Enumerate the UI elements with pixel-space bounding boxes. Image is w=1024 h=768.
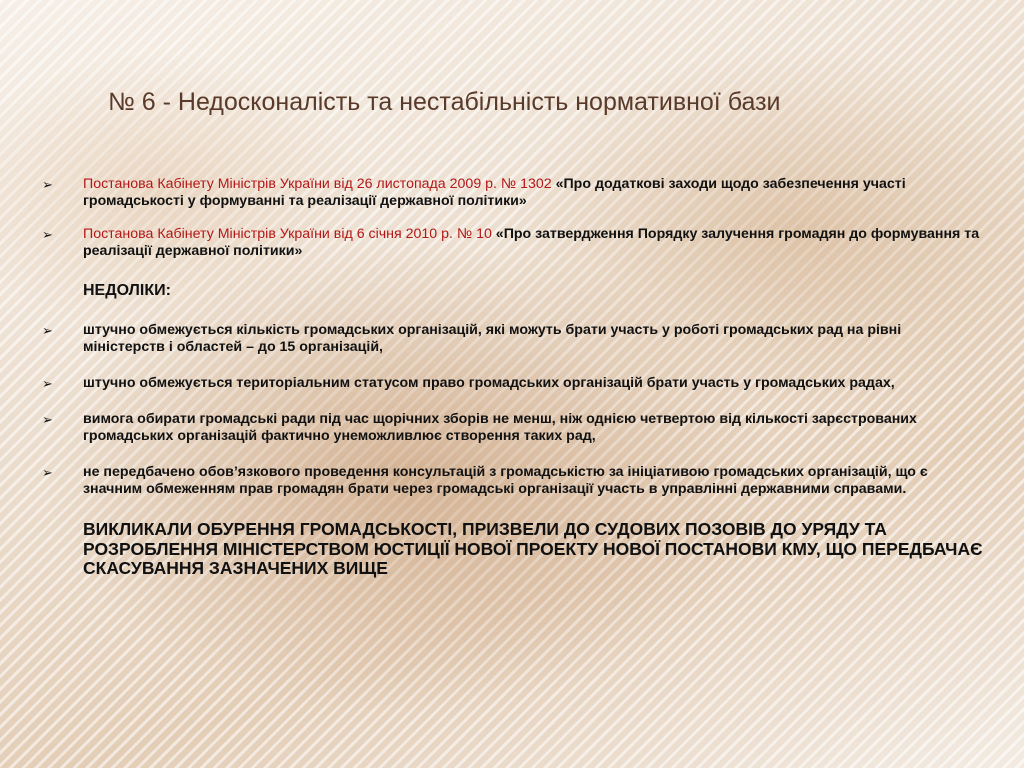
resolution-item-1302 xyxy=(40,176,980,210)
resolution-description: «Про додаткові заходи щодо забезпечення участі громадськості у формуванні та реалізації державної політики» xyxy=(83,176,906,209)
arrow-bullet-icon: ➢ xyxy=(42,412,53,427)
arrow-bullet-icon: ➢ xyxy=(42,227,53,242)
shortcoming-text: не передбачено обов’язкового проведення консультацій з громадськістю за ініціативою громадських організацій, що є значним обмеженням прав громадян брати через громадські організації участь в управлінні державними справами. xyxy=(83,464,928,497)
arrow-bullet-icon: ➢ xyxy=(42,465,53,480)
arrow-bullet-icon: ➢ xyxy=(42,376,53,391)
resolution-reference: Постанова Кабінету Міністрів України від 6 січня 2010 р. № 10 xyxy=(83,226,492,242)
shortcoming-item xyxy=(40,411,980,445)
slide-content xyxy=(40,176,983,579)
conclusion-text: ВИКЛИКАЛИ ОБУРЕННЯ ГРОМАДСЬКОСТІ, ПРИЗВЕЛИ ДО СУДОВИХ ПОЗОВІВ ДО УРЯДУ ТА РОЗРОБЛЕННЯ МІНІСТЕРСТВОМ ЮСТИЦІЇ НОВОЇ ПРОЕКТУ НОВОЇ ПОСТАНОВИ КМУ, ЩО ПЕРЕДБАЧАЄ СКАСУВАННЯ ЗАЗНАЧЕНИХ ВИЩЕ xyxy=(83,519,983,578)
shortcoming-text: штучно обмежується кількість громадських організацій, які можуть брати участь у роботі громадських рад на рівні міністерств і областей – до 15 організацій, xyxy=(83,322,902,355)
shortcoming-item xyxy=(40,322,980,356)
resolution-description: «Про затвердження Порядку залучення громадян до формування та реалізації державної політики» xyxy=(83,226,980,259)
resolution-reference: Постанова Кабінету Міністрів України від 26 листопада 2009 р. № 1302 xyxy=(83,176,552,192)
arrow-bullet-icon: ➢ xyxy=(42,177,53,192)
shortcoming-text: штучно обмежується територіальним статусом право громадських організацій брати участь у громадських радах, xyxy=(83,375,895,391)
shortcoming-item xyxy=(40,464,980,498)
arrow-bullet-icon: ➢ xyxy=(42,323,53,338)
resolution-item-10 xyxy=(40,226,980,260)
shortcoming-item xyxy=(40,375,980,392)
shortcoming-text: вимога обирати громадські ради під час щорічних зборів не менш, ніж однією четвертою від кількості зарєстрованих громадських організацій фактично унеможливлює створення таких рад, xyxy=(83,411,917,444)
slide-title: № 6 - Недосконалість та нестабільність нормативної бази xyxy=(108,88,781,116)
shortcomings-heading: НЕДОЛІКИ: xyxy=(83,282,171,299)
